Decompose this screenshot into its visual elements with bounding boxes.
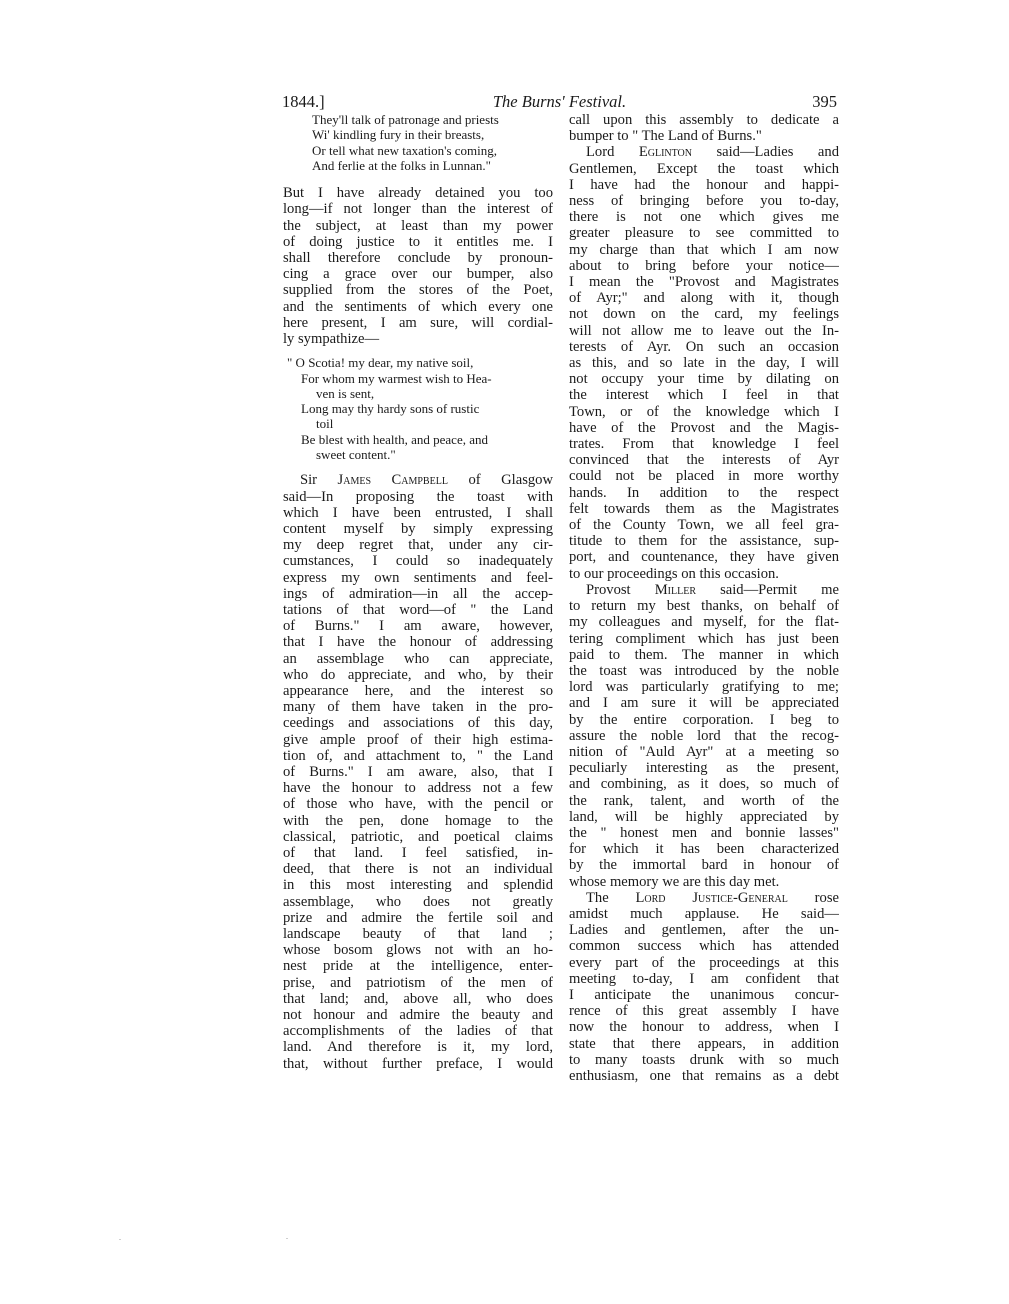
text-line: that, without further preface, I would [283, 1055, 553, 1072]
text-line: and I am sure it will be appreciated [569, 695, 839, 712]
text-line-speaker: Lord Eglinton said—Ladies and [586, 144, 839, 161]
speaker-name: Lord Justice-General [635, 889, 788, 906]
text-line: the " honest men and bonnie lasses" [569, 824, 839, 841]
text-line: an assemblage who can appreciate, [283, 650, 553, 667]
text-line: amidst much applause. He said— [569, 905, 839, 922]
text-line: terests of Ayr. On such an occasion [569, 338, 839, 355]
text-line: bumper to " The Land of Burns." [569, 128, 762, 145]
page-header [282, 92, 837, 112]
text-line: give ample proof of their high estima- [283, 731, 553, 748]
text-line: the toast was introduced by the noble [569, 662, 839, 679]
text-line: Town, or of the knowledge which I [569, 403, 839, 420]
text-line: common success which has attended [569, 938, 839, 955]
text-line-speaker: Sir James Campbell of Glasgow [300, 472, 553, 489]
text-line: whose bosom glows not with an ho- [283, 942, 553, 959]
text-line: landscape beauty of that land ; [283, 925, 553, 942]
text-line: not occupy your time by dilating on [569, 371, 839, 388]
text-line: content myself by simply expressing [283, 520, 553, 537]
text-line: ings of admiration—in all the accep- [283, 585, 553, 602]
text-line: I anticipate the unanimous concur- [569, 986, 839, 1003]
verse-line: toil [316, 416, 334, 432]
text-line: call upon this assembly to dedicate a [569, 112, 839, 128]
text-line: titude to them for the assistance, sup- [569, 533, 839, 550]
text-line: convinced that the interests of Ayr [569, 452, 839, 469]
text-line-speaker: Provost Miller said—Permit me [586, 581, 839, 598]
verse-line: And ferlie at the folks in Lunnan." [312, 157, 491, 173]
text-line: for which it has been characterized [569, 841, 839, 858]
text-line: assemblage, who does not greatly [283, 893, 553, 910]
text-line: nition of "Auld Ayr" at a meeting so [569, 743, 839, 760]
text-line: will not allow me to leave out the In- [569, 322, 839, 339]
text-line: felt towards them as the Magistrates [569, 500, 839, 517]
text-line: many of them have taken in the pro- [283, 699, 553, 716]
verse-line: sweet content." [316, 447, 396, 462]
text-line-speaker: The Lord Justice-General rose [586, 889, 839, 906]
text-line: here present, I am sure, will cordial- [283, 314, 553, 331]
running-title: The Burns' Festival. [492, 92, 627, 111]
text-line: and the sentiments of which every one [283, 298, 553, 315]
text-line: to many toasts drunk with so much [569, 1051, 839, 1068]
text-line: greater pleasure to see committed to [569, 225, 839, 242]
text-line: tations of that word—of " the Land [283, 601, 553, 618]
text-line: prize and admire the fertile soil and [283, 909, 553, 926]
text-line: by the entire corporation. I beg to [569, 711, 839, 728]
text-line: accomplishments of the ladies of that [283, 1023, 553, 1040]
scan-speck [286, 1238, 288, 1239]
text-line: the subject, at least than my power [283, 217, 553, 234]
text-line: of Burns." I am aware, also, that I [283, 763, 553, 780]
text-line: I mean the "Provost and Magistrates [569, 274, 839, 291]
text-line: assure the noble lord that the recog- [569, 727, 839, 744]
text-line: of doing justice to it entitles me. I [283, 233, 553, 250]
text-line: with the pen, done homage to the [283, 812, 553, 829]
verse-line: They'll talk of patronage and priests [312, 112, 499, 127]
text-line: meeting to-day, I am confident that [569, 970, 839, 987]
text-line: my charge than that which I am now [569, 241, 839, 258]
verse-line: Or tell what new taxation's coming, [312, 142, 498, 158]
text-line: by the immortal bard in honour of [569, 857, 839, 874]
text-line: rence of this great assembly I have [569, 1003, 839, 1020]
text-line: of Ayr;" and along with it, though [569, 290, 839, 307]
text-line: and combining, as it does, so much of [569, 776, 839, 793]
verse-line: Wi' kindling fury in their breasts, [312, 127, 485, 143]
left-column [283, 112, 553, 1072]
text-line: in this most interesting and splendid [283, 877, 553, 894]
verse-line: For whom my warmest wish to Hea- [301, 370, 492, 386]
text-line: as this, and so late in the day, I will [569, 355, 839, 372]
text-line: appearance here, and the interest so [283, 682, 553, 699]
text-line: my colleagues and myself, for the flat- [569, 614, 839, 631]
speaker-name: Eglinton [638, 144, 692, 161]
right-column [569, 112, 839, 1084]
text-line: of that land. I feel satisfied, in- [283, 844, 553, 861]
text-line: not honour and admire the beauty and [283, 1007, 553, 1023]
text-line: the rank, talent, and worth of the [569, 792, 839, 809]
page-number: 395 [812, 92, 837, 111]
text-line: whose memory we are this day met. [569, 873, 780, 890]
verse-line: Be blest with health, and peace, and [301, 431, 488, 447]
scan-speck [119, 1239, 121, 1240]
speaker-name: Miller [654, 581, 696, 598]
verse-line: Long may thy hardy sons of rustic [301, 401, 480, 417]
text-line: classical, patriotic, and poetical claims [283, 828, 553, 845]
text-line: have the honour to address not a few [283, 780, 553, 797]
text-line: about to bring before your notice— [569, 257, 839, 274]
text-line: every part of the proceedings at this [569, 954, 839, 971]
text-line: that land; and, above all, who does [283, 990, 553, 1007]
text-line: land, will be highly appreciated by [569, 808, 839, 825]
text-line: my deep regret that, under any cir- [283, 537, 553, 554]
text-line: trates. From that knowledge I feel [569, 436, 839, 453]
text-line: Ladies and gentlemen, after the un- [569, 922, 839, 939]
header-year: 1844.] [282, 92, 325, 111]
text-line: to our proceedings on this occasion. [569, 565, 779, 582]
text-line: Gentlemen, Except the toast which [569, 160, 839, 177]
text-line: enthusiasm, one that remains as a debt [569, 1067, 839, 1084]
text-line: ceedings and associations of this day, [283, 715, 553, 732]
speaker-name: James Campbell [337, 472, 448, 489]
text-line: paid to them. The manner in which [569, 646, 839, 663]
text-line: shall therefore conclude by pronoun- [283, 250, 553, 266]
text-line: which I have been entrusted, I shall [283, 504, 553, 521]
text-line: ness of bringing before you to-day, [569, 193, 839, 210]
text-line: long—if not longer than the interest of [283, 201, 553, 218]
text-line: land. And therefore is it, my lord, [283, 1039, 553, 1056]
text-line: the interest which I feel in that [569, 387, 839, 404]
text-line: nest pride at the intelligence, enter- [283, 958, 553, 975]
text-line: of those who have, with the pencil or [283, 796, 553, 813]
text-line: ly sympathize— [283, 331, 380, 348]
text-line: state that there appears, in addition [569, 1035, 839, 1052]
verse-line: ven is sent, [316, 385, 375, 401]
text-line: peculiarly interesting as the present, [569, 760, 839, 777]
verse-line: " O Scotia! my dear, my native soil, [287, 355, 474, 371]
text-line: tion of, and attachment to, " the Land [283, 747, 553, 764]
text-line: deed, that there is not an individual [283, 861, 553, 878]
text-line: who do appreciate, and who, by their [283, 666, 553, 683]
text-line: prise, and patriotism of the men of [283, 974, 553, 991]
text-line: there is not one which gives me [569, 209, 839, 226]
text-line: cumstances, I could so inadequately [283, 553, 553, 570]
text-line: could not be placed in more worthy [569, 468, 839, 485]
text-line: of Burns." I am aware, however, [283, 618, 553, 635]
text-line: hands. In addition to the respect [569, 484, 839, 501]
text-line: But I have already detained you too [283, 185, 553, 202]
text-line: said—In proposing the toast with [283, 488, 553, 505]
text-line: not down on the card, my feelings [569, 306, 839, 323]
text-line: lord was particularly gratifying to me; [569, 679, 839, 696]
text-line: express my own sentiments and feel- [283, 569, 553, 586]
text-line: cing a grace over our bumper, also [283, 266, 553, 283]
text-line: that I have the honour of addressing [283, 634, 553, 651]
text-line: tering compliment which has just been [569, 630, 839, 647]
text-line: now the honour to address, when I [569, 1019, 839, 1036]
text-line: to return my best thanks, on behalf of [569, 598, 839, 615]
text-line: of the County Town, we all feel gra- [569, 517, 839, 534]
text-line: I have had the honour and happi- [569, 176, 839, 193]
text-line: supplied from the stores of the Poet, [283, 282, 553, 299]
text-line: port, and countenance, they have given [569, 549, 839, 566]
text-line: have of the Provost and the Magis- [569, 419, 839, 436]
